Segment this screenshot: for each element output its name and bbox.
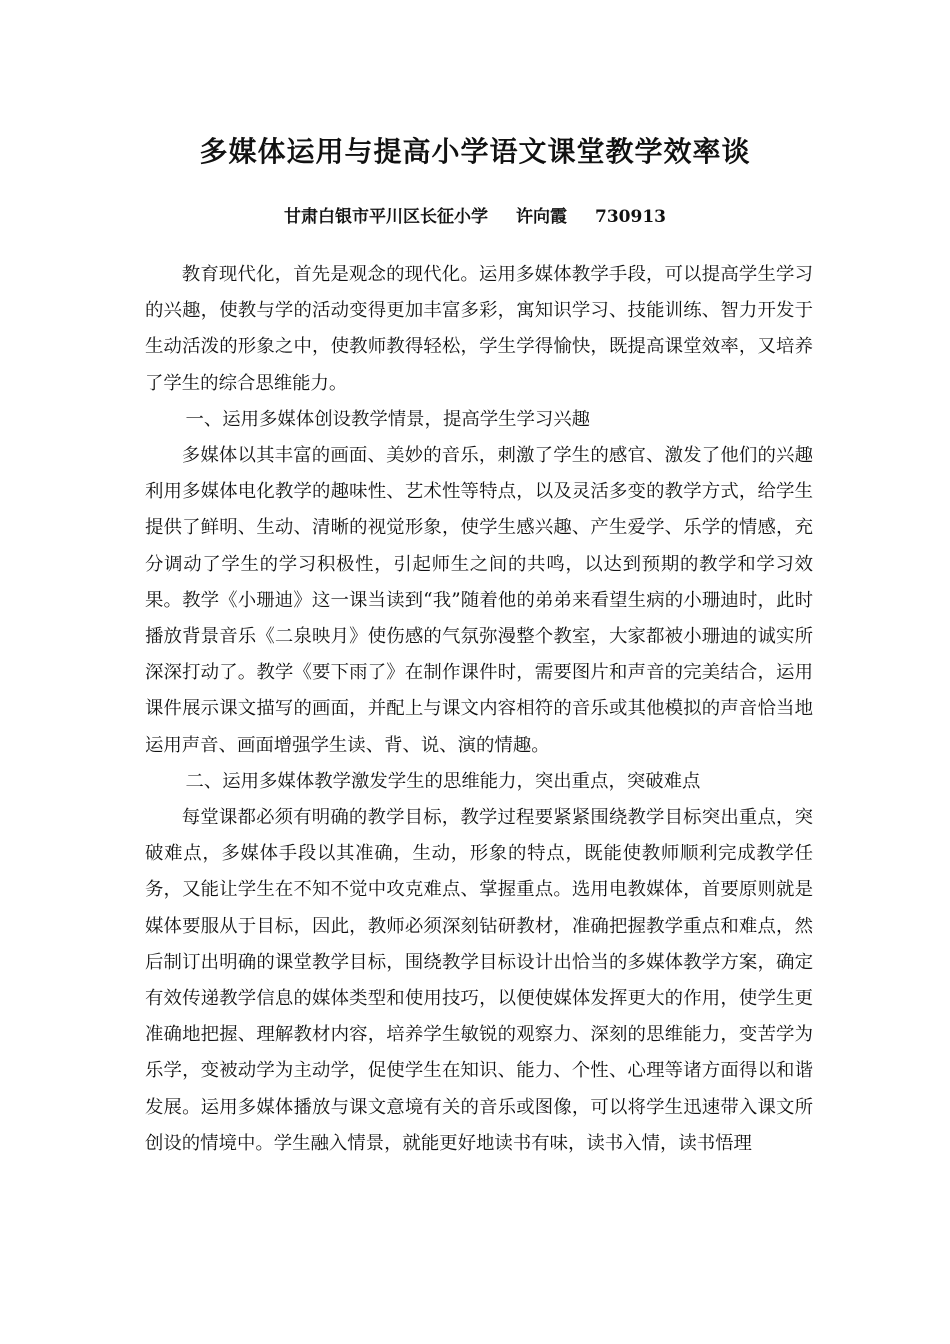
section-heading-2: 二、运用多媒体教学激发学生的思维能力，突出重点，突破难点: [185, 770, 701, 792]
author-name: 许向霞: [516, 207, 567, 227]
paragraph-intro: 教育现代化，首先是观念的现代化。运用多媒体教学手段，可以提高学生学习的兴趣，使教与学的活动变得更加丰富多彩，寓知识学习、技能训练、智力开发于生动活泼的形象之中，使教师教得轻松，学生学得愉快，既提高课堂效率，又培养了学生的综合思维能力。: [145, 264, 813, 394]
postcode: 730913: [595, 207, 666, 227]
paragraph-section-1: 多媒体以其丰富的画面、美妙的音乐，刺激了学生的感官、激发了他们的兴趣利用多媒体电化教学的趣味性、艺术性等特点，以及灵活多变的教学方式，给学生提供了鲜明、生动、清晰的视觉形象，使学生感兴趣、产生爱学、乐学的情感，充分调动了学生的学习积极性，引起师生之间的共鸣，以达到预期的教学和学习效果。教学《小珊迪》这一课当读到“我”随着他的弟弟来看望生病的小珊迪时，此时播放背景音乐《二泉映月》使伤感的气氛弥漫整个教室，大家都被小珊迪的诚实所深深打动了。教学《要下雨了》在制作课件时，需要图片和声音的完美结合，运用课件展示课文描写的画面，并配上与课文内容相符的音乐或其他模拟的声音恰当地运用声音、画面增强学生读、背、说、演的情趣。: [145, 445, 813, 756]
document-body: [145, 257, 813, 1162]
section-heading-1: 一、运用多媒体创设教学情景，提高学生学习兴趣: [185, 408, 591, 430]
paragraph-section-2: 每堂课都必须有明确的教学目标，教学过程要紧紧围绕教学目标突出重点，突破难点，多媒体手段以其准确，生动，形象的特点，既能使教师顺利完成教学任务，又能让学生在不知不觉中攻克难点、掌握重点。选用电教媒体，首要原则就是媒体要服从于目标，因此，教师必须深刻钻研教材，准确把握教学重点和难点，然后制订出明确的课堂教学目标，围绕教学目标设计出恰当的多媒体教学方案，确定有效传递教学信息的媒体类型和使用技巧，以便使媒体发挥更大的作用，使学生更准确地把握、理解教材内容，培养学生敏锐的观察力、深刻的思维能力，变苦学为乐学，变被动学为主动学，促使学生在知识、能力、个性、心理等诸方面得以和谐发展。运用多媒体播放与课文意境有关的音乐或图像，可以将学生迅速带入课文所创设的情境中。学生融入情景，就能更好地读书有味，读书入情，读书悟理: [145, 807, 813, 1154]
school-name: 甘肃白银市平川区长征小学: [284, 207, 488, 227]
document-title: 多媒体运用与提高小学语文课堂教学效率谈: [199, 135, 751, 168]
author-byline: [0, 202, 950, 227]
